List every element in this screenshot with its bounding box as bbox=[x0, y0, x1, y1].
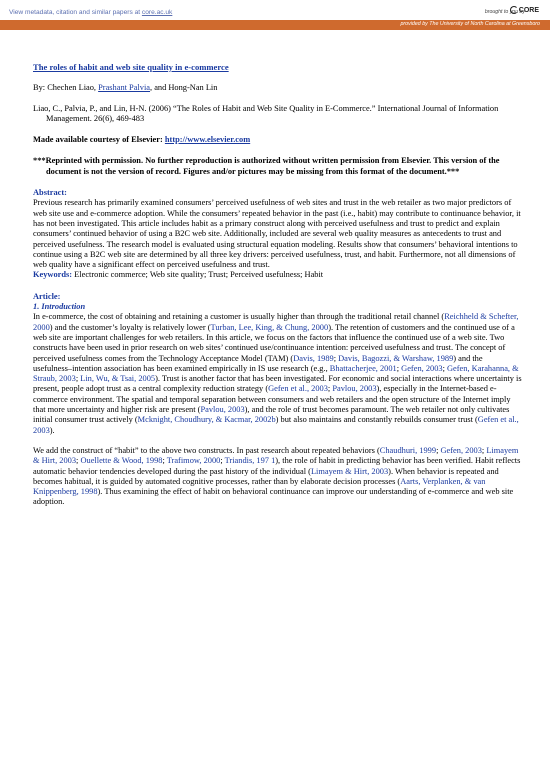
paragraph-text: ), the role of habit in predicting behavior has been verified. Habit reflects automatic behavior tendencies developed during the past history of the individual ( bbox=[33, 456, 521, 476]
author-link[interactable]: Prashant Palvia bbox=[98, 83, 150, 93]
citation-link[interactable]: Gefen et al., 2003 bbox=[33, 415, 519, 435]
citation-link[interactable]: Triandis, 197 1 bbox=[224, 456, 276, 466]
paragraph-text: ) and the customer’s loyalty is relatively lower ( bbox=[49, 322, 211, 332]
citation-link[interactable]: Gefen, 2003 bbox=[440, 445, 482, 455]
citation-link[interactable]: Mcknight, Choudhury, & Kacmar, 2002b bbox=[137, 415, 276, 425]
paragraph-text: ; bbox=[396, 363, 402, 373]
availability-line bbox=[33, 135, 523, 145]
citation-link[interactable]: Limayem & Hirt, 2003 bbox=[310, 466, 389, 476]
citation-link[interactable]: Trafimow, 2000 bbox=[166, 456, 221, 466]
provider-band bbox=[0, 20, 550, 30]
citation-link[interactable]: Bhattacherjee, 2001 bbox=[329, 363, 397, 373]
citation-link[interactable]: Pavlou, 2003 bbox=[332, 384, 377, 394]
abstract-body: Previous research has primarily examined consumers’ perceived usefulness of web sites and trust in the web retailer as two major predictors of web site use and e-commerce adoption. While the consumers’ repeated behavior in the past (i.e., habit) may contribute to continuance behavior, it has not been investigated. This article includes habit as a primary construct along with perceived usefulness and trust to predict and explain consumers’ continued behavior of using a B2C web site. Additionally, included are several web quality measures as antecedents to trust and perceived usefulness. The research model is evaluated using structural equation modeling. Results show that consumers’ behavioral intentions to continue using a B2C web site are determined by all three key drivers: perceived usefulness, trust, and habit. Furthermore, not all dimensions of web quality have a significant effect on perceived usefulness and trust. bbox=[33, 198, 521, 270]
paragraph-text: ). bbox=[49, 425, 55, 435]
paragraph-text: ). Trust is another factor that has been investigated. For economic and social interactions where uncertainty is present, people adopt trust as a central complexity reduction strategy ( bbox=[33, 374, 522, 394]
paragraph-text: ). When behavior is repeated and becomes habitual, it is guided by automated cognitive processes, rather than by elaborate decision processes ( bbox=[33, 466, 499, 486]
paragraph-text: ; bbox=[442, 363, 447, 373]
provided-by-text[interactable]: provided by The University of North Carolina at Greensboro bbox=[400, 21, 540, 27]
core-header-bar bbox=[0, 0, 550, 34]
citation-link[interactable]: Davis, Bagozzi, & Warshaw, 1989 bbox=[338, 353, 454, 363]
core-metadata-line bbox=[9, 9, 172, 16]
citation-link[interactable]: Gefen, 2003 bbox=[401, 363, 443, 373]
author-prefix: By: Chechen Liao, bbox=[33, 83, 99, 93]
citation-link[interactable]: Gefen, Karahanna, & Straub, 2003 bbox=[33, 363, 519, 384]
citation-link[interactable]: Ouellette & Wood, 1998 bbox=[80, 456, 163, 466]
paragraph-text: ). Thus examining the effect of habit on behavioral continuance can improve our understanding of e-commerce and web site adoption. bbox=[33, 487, 514, 507]
core-logo-label: CORE bbox=[518, 6, 539, 14]
section-heading-introduction: 1. Introduction bbox=[33, 302, 86, 312]
citation-link[interactable]: Davis, 1989 bbox=[293, 353, 334, 363]
abstract-heading: Abstract: bbox=[33, 188, 67, 198]
core-logo-icon bbox=[510, 6, 518, 14]
reprint-notice: ***Reprinted with permission. No further reproduction is authorized without written permission from Elsevier. This version of the document is not the version of record. Figures and/or pictures may be missing from this format of the document.*** bbox=[33, 156, 500, 176]
paragraph-text: ; bbox=[162, 456, 167, 466]
metadata-text: View metadata, citation and similar papers at bbox=[9, 9, 142, 16]
citation-link[interactable]: Lin, Wu, & Tsai, 2005 bbox=[80, 374, 156, 384]
citation-link[interactable]: Gefen et al., 2003 bbox=[268, 384, 328, 394]
paragraph-text: ; bbox=[481, 445, 487, 455]
paragraph-text: ; bbox=[76, 456, 81, 466]
citation-link[interactable]: Pavlou, 2003 bbox=[200, 405, 245, 415]
paragraph-text: ) but also maintains and constantly rebuilds consumer trust ( bbox=[275, 415, 478, 425]
intro-paragraph-1 bbox=[33, 312, 523, 436]
paper-content bbox=[33, 62, 523, 508]
keywords-label: Keywords: bbox=[33, 270, 73, 280]
paragraph-text: ), and the role of trust becomes paramount. The web retailer not only cultivates initial consumer trust actively ( bbox=[33, 405, 510, 425]
citation-link[interactable]: Limayem & Hirt, 2003 bbox=[33, 445, 519, 466]
paragraph-text: ; bbox=[75, 374, 81, 384]
availability-text: Made available courtesy of Elsevier: bbox=[33, 135, 165, 145]
brought-by-text: brought to you by bbox=[484, 9, 525, 15]
paper-title[interactable]: The roles of habit and web site quality in e-commerce bbox=[33, 62, 229, 72]
paragraph-text: ) and the usefulness–intention association has been examined empirically in IS use research (e.g., bbox=[33, 353, 483, 373]
citation: Liao, C., Palvia, P., and Lin, H-N. (2006) “The Roles of Habit and Web Site Quality in E-Commerce.” International Journal of Information Management. 26(6), 469-483 bbox=[33, 103, 499, 123]
paragraph-text: In e-commerce, the cost of obtaining and retaining a customer is usually higher than through the traditional retail channel ( bbox=[33, 312, 445, 322]
citation-link[interactable]: Turban, Lee, King, & Chung, 2000 bbox=[210, 322, 329, 332]
keywords-line bbox=[33, 270, 523, 280]
paragraph-text: ). The retention of customers and the continued use of a web site are important challenges for web retailers. In this article, we focus on the factors that influence the continued use of a web site. Two constructs have been used in prior research on web sites’ continued use/continuance intention: perceived usefulness and trust. The concept of perceived usefulness comes from the Technology Acceptance Model (TAM) ( bbox=[33, 322, 515, 363]
paragraph-text: ), especially in the Internet-based e-commerce environment. The spatial and temporal separation between consumers and web retailers and the open structure of the Internet imply that more uncertainty and higher risk are present ( bbox=[33, 384, 511, 415]
citation-link[interactable]: Aarts, Verplanken, & van Knippenberg, 1998 bbox=[33, 476, 486, 497]
author-suffix: , and Hong-Nan Lin bbox=[150, 83, 218, 93]
paragraph-text: ; bbox=[327, 384, 333, 394]
core-logo[interactable] bbox=[510, 6, 539, 14]
article-heading: Article: bbox=[33, 291, 61, 301]
intro-paragraph-2 bbox=[33, 446, 523, 508]
citation-link[interactable]: Chaudhuri, 1999 bbox=[379, 445, 437, 455]
elsevier-link[interactable]: http://www.elsevier.com bbox=[164, 135, 251, 145]
author-line bbox=[33, 83, 523, 93]
core-link[interactable]: core.ac.uk bbox=[141, 9, 173, 16]
paragraph-text: ; bbox=[333, 353, 339, 363]
paragraph-text: ; bbox=[436, 445, 441, 455]
citation-link[interactable]: Reichheld & Schefter, 2000 bbox=[33, 312, 519, 332]
keywords-text: Electronic commerce; Web site quality; Trust; Perceived usefulness; Habit bbox=[72, 270, 324, 280]
paragraph-text: ; bbox=[220, 456, 225, 466]
paragraph-text: We add the construct of “habit” to the above two constructs. In past research about repeated behaviors ( bbox=[33, 445, 380, 455]
